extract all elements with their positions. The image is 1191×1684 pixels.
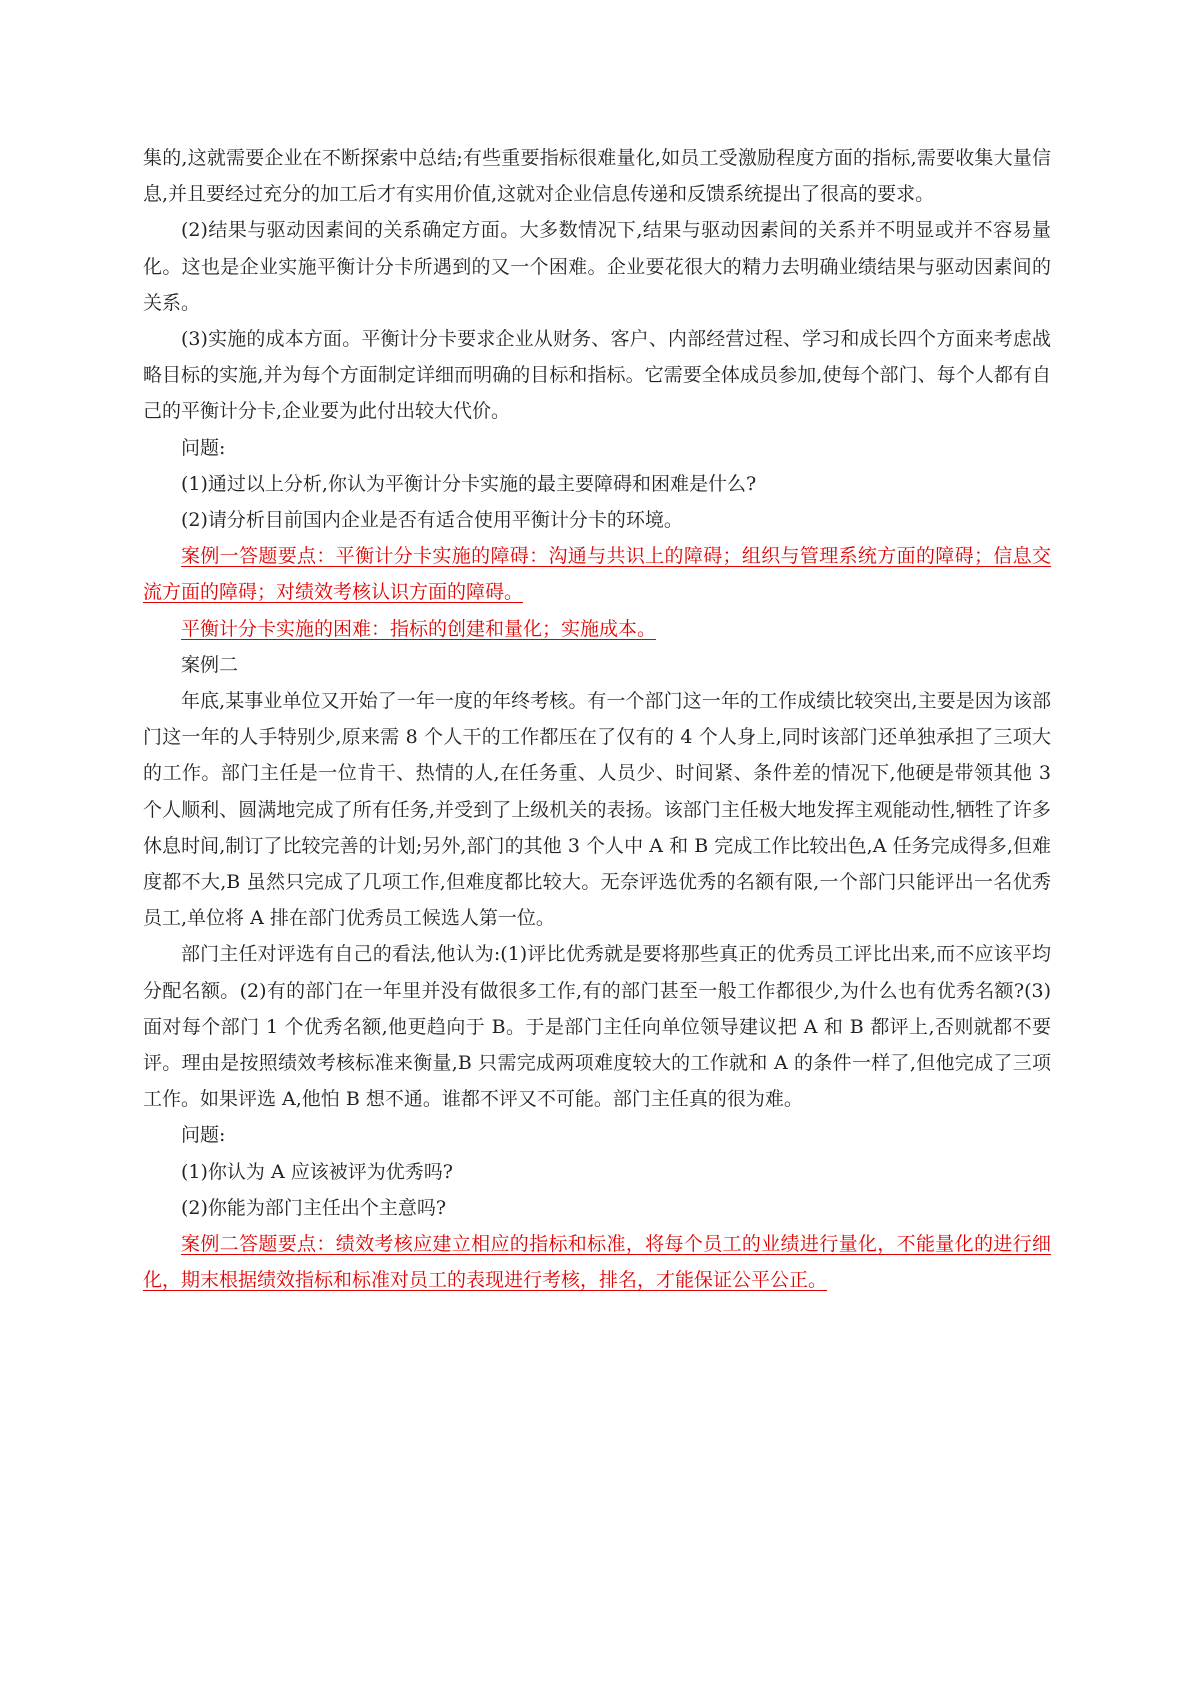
paragraph-result-driver: (2)结果与驱动因素间的关系确定方面。大多数情况下,结果与驱动因素间的关系并不明显或并不容易量化。这也是企业实施平衡计分卡所遇到的又一个困难。企业要花很大的精力去明确业绩结果与驱动因素间的关系。: [143, 219, 1051, 314]
case2-heading: 案例二: [181, 653, 239, 676]
case2-narrative: 年底,某事业单位又开始了一年一度的年终考核。有一个部门这一年的工作成绩比较突出,主要是因为该部门这一年的人手特别少,原来需 8 个人干的工作都压在了仅有的 4 个人身上,同时该部门还单独承担了三项大的工作。部门主任是一位肯干、热情的人,在任务重、人员少、时间紧、条件差的情况下,他硬是带领其他 3 个人顺利、圆满地完成了所有任务,并受到了上级机关的表扬。该部门主任极大地发挥主观能动性,牺牲了许多休息时间,制订了比较完善的计划;另外,部门的其他 3 个人中 A 和 B 完成工作比较出色,A 任务完成得多,但难度都不大,B 虽然只完成了几项工作,但难度都比较大。无奈评选优秀的名额有限,一个部门只能评出一名优秀员工,单位将 A 排在部门优秀员工候选人第一位。: [143, 690, 1051, 930]
question-case1-item2: (2)请分析目前国内企业是否有适合使用平衡计分卡的环境。: [181, 509, 683, 532]
question-case1-item1: (1)通过以上分析,你认为平衡计分卡实施的最主要障碍和困难是什么?: [181, 472, 757, 495]
answer-case1-difficulties: 平衡计分卡实施的困难：指标的创建和量化；实施成本。: [181, 617, 657, 640]
paragraph-continuation: 集的,这就需要企业在不断探索中总结;有些重要指标很难量化,如员工受激励程度方面的指标,需要收集大量信息,并且要经过充分的加工后才有实用价值,这就对企业信息传递和反馈系统提出了很高的要求。: [143, 147, 1051, 206]
paragraph-implementation-cost: (3)实施的成本方面。平衡计分卡要求企业从财务、客户、内部经营过程、学习和成长四个方面来考虑战略目标的实施,并为每个方面制定详细而明确的目标和指标。它需要全体成员参加,使每个部门、每个人都有自己的平衡计分卡,企业要为此付出较大代价。: [143, 328, 1051, 423]
answer-case2: 案例二答题要点：绩效考核应建立相应的指标和标准，将每个员工的业绩进行量化，不能量化的进行细化，期末根据绩效指标和标准对员工的表现进行考核，排名，才能保证公平公正。: [143, 1233, 1051, 1292]
question-case2-item1: (1)你认为 A 应该被评为优秀吗?: [181, 1160, 453, 1183]
question-heading-case1: 问题:: [181, 436, 226, 459]
case2-director-view: 部门主任对评选有自己的看法,他认为:(1)评比优秀就是要将那些真正的优秀员工评比出来,而不应该平均分配名额。(2)有的部门在一年里并没有做很多工作,有的部门甚至一般工作都很少,为什么也有优秀名额?(3)面对每个部门 1 个优秀名额,他更趋向于 B。于是部门主任向单位领导建议把 A 和 B 都评上,否则就都不要评。理由是按照绩效考核标准来衡量,B 只需完成两项难度较大的工作就和 A 的条件一样了,但他完成了三项工作。如果评选 A,他怕 B 想不通。谁都不评又不可能。部门主任真的很为难。: [143, 943, 1051, 1111]
document-page: [143, 140, 1051, 1299]
question-case2-item2: (2)你能为部门主任出个主意吗?: [181, 1196, 447, 1219]
question-heading-case2: 问题:: [181, 1124, 226, 1147]
answer-case1-obstacles: 案例一答题要点：平衡计分卡实施的障碍：沟通与共识上的障碍；组织与管理系统方面的障碍；信息交流方面的障碍；对绩效考核认识方面的障碍。: [143, 545, 1051, 604]
